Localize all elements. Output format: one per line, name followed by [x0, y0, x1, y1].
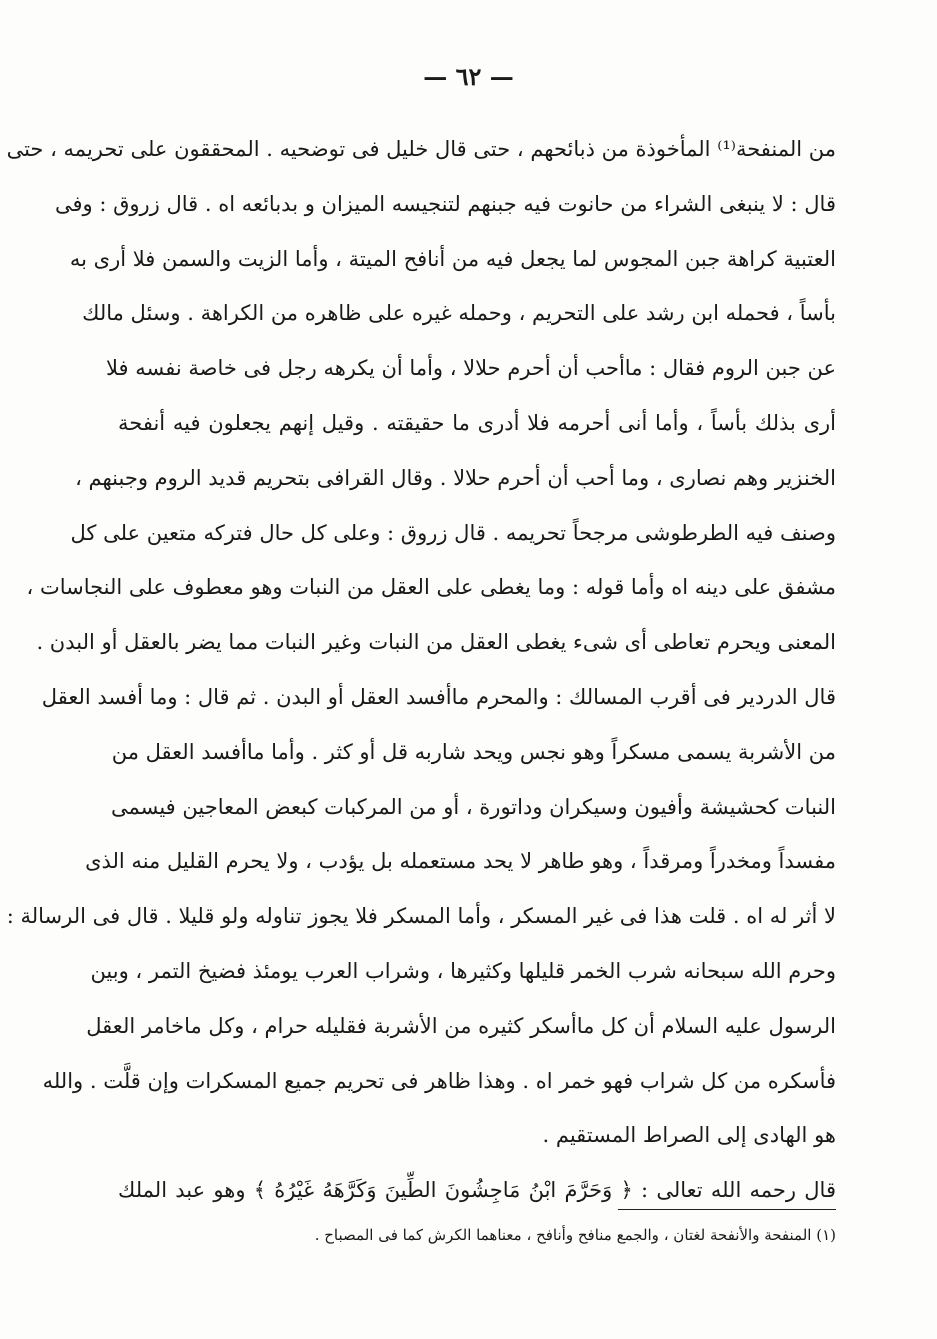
text-line: قال : لا ينبغى الشراء من حانوت فيه جبنهم لتنجيسه الميزان و بدبائعه اه . قال زروق : وفى: [54, 191, 836, 216]
text-line: قال رحمه الله تعالى : ﴿ وَحَرَّمَ ابْنُ مَاجِشُونَ الطِّينَ وَكَرَّهَهُ غَيْرُهُ ﴾ وهو عبد الملك: [118, 1178, 836, 1203]
text-line: بأساً ، فحمله ابن رشد على التحريم ، وحمله غيره على ظاهره من الكراهة . وسئل مالك: [82, 301, 836, 326]
text-line: وصنف فيه الطرطوشى مرجحاً تحريمه . قال زروق : وعلى كل حال فتركه متعين على كل: [70, 520, 836, 545]
text-line: الخنزير وهم نصارى ، وما أحب أن أحرم حلالا . وقال القرافى بتحريم قديد الروم وجبنهم ،: [75, 465, 836, 490]
text-line: الرسول عليه السلام أن كل ماأسكر كثيره من الأشربة فقليله حرام ، وكل ماخامر العقل: [86, 1013, 836, 1038]
body-text: [6, 122, 836, 1218]
text-line: قال الدردير فى أقرب المسالك : والمحرم ماأفسد العقل أو البدن . ثم قال : وما أفسد العقل: [41, 684, 836, 709]
text-line: النبات كحشيشة وأفيون وسيكران وداتورة ، أو من المركبات كبعض المعاجين فيسمى: [110, 794, 836, 819]
page-number: — ٦٢ —: [423, 62, 514, 91]
text-line: هو الهادى إلى الصراط المستقيم .: [542, 1123, 836, 1148]
footnote-divider: [618, 1209, 836, 1210]
text-line: المعنى ويحرم تعاطى أى شىء يغطى العقل من النبات وغير النبات مما يضر بالعقل أو البدن .: [36, 630, 836, 655]
text-line: فأسكره من كل شراب فهو خمر اه . وهذا ظاهر فى تحريم جميع المسكرات وإن قلَّت . والله: [42, 1068, 836, 1093]
text-line: العتبية كراهة جبن المجوس لما يجعل فيه من أنافح الميتة ، وأما الزيت والسمن فلا أرى به: [69, 246, 836, 271]
text-line: من الأشربة يسمى مسكراً وهو نجس ويحد شاربه قل أو كثر . وأما ماأفسد العقل من: [111, 739, 836, 764]
text-line: مفسداً ومخدراً ومرقداً ، وهو طاهر لا يحد مستعمله بل يؤدب ، ولا يحرم القليل منه الذى: [85, 849, 836, 874]
text-line: أرى بذلك بأساً ، وأما أنى أحرمه فلا أدرى ما حقيقته . وقيل إنهم يجعلون فيه أنفحة: [118, 410, 836, 435]
text-line: مشفق على دينه اه وأما قوله : وما يغطى على العقل من النبات وهو معطوف على النجاسات ،: [26, 575, 836, 600]
text-line: عن جبن الروم فقال : ماأحب أن أحرم حلالا ، وأما أن يكرهه رجل فى خاصة نفسه فلا: [106, 356, 836, 381]
text-line: لا أثر له اه . قلت هذا فى غير المسكر ، وأما المسكر فلا يجوز تناوله ولو قليلا . قال فى الرسالة :: [6, 904, 836, 929]
text-line: من المنفحة⁽¹⁾ المأخوذة من ذبائحهم ، حتى قال خليل فى توضحيه . المحققون على تحريمه ، حتى: [6, 137, 836, 161]
footnote: (١) المنفحة والأنفحة لغتان ، والجمع منافح وأنافح ، معناهما الكرش كما فى المصباح .: [314, 1226, 836, 1244]
text-line: وحرم الله سبحانه شرب الخمر قليلها وكثيرها ، وشراب العرب يومئذ فضيخ التمر ، وبين: [90, 958, 836, 983]
